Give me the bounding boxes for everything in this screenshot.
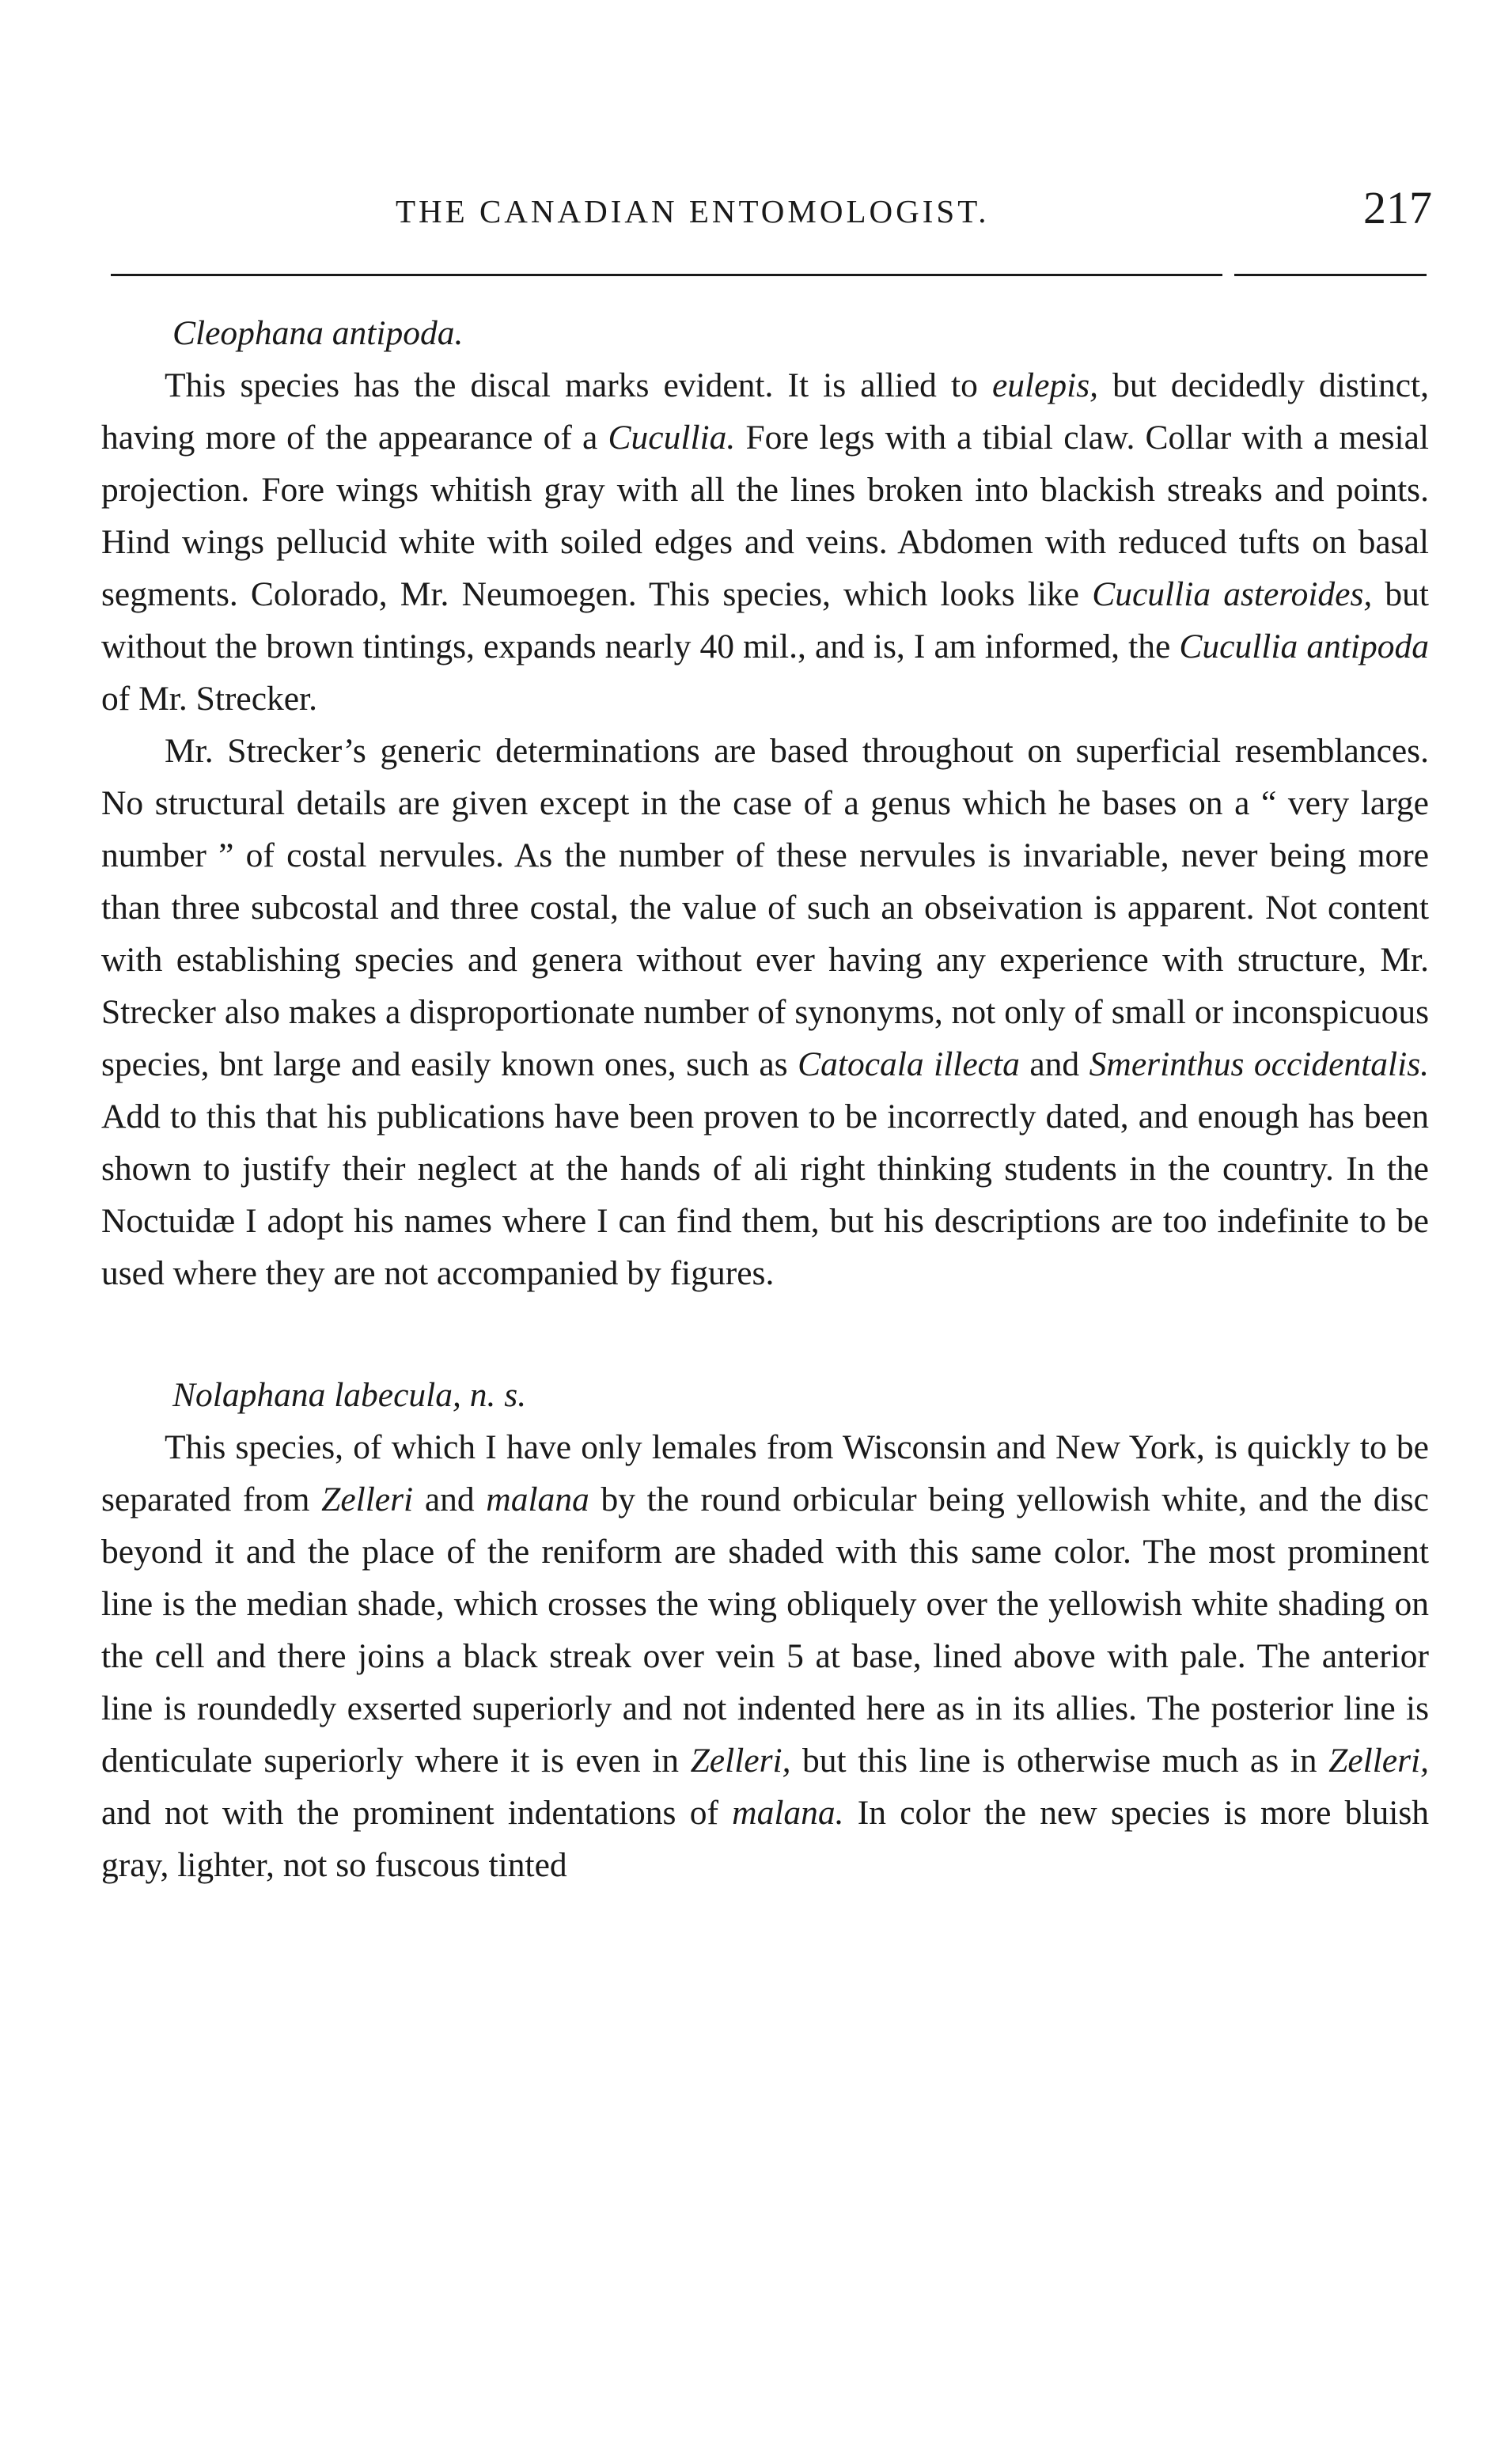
- paragraph: [101, 725, 1429, 1299]
- paragraph: [101, 359, 1429, 725]
- body-text: [101, 307, 1429, 1891]
- italic-term: malana: [486, 1481, 589, 1518]
- text-run: but this line is otherwise much as in: [790, 1742, 1329, 1780]
- header-rule-short: [1234, 274, 1427, 276]
- text-run: but without the brown tintings, expands nearly 40 mil., and is, I am informed, the: [101, 575, 1429, 665]
- page-header: [103, 184, 1432, 239]
- text-run: but decidedly distinct, having more of the appearance of a: [101, 366, 1429, 457]
- text-run: and: [1019, 1045, 1089, 1083]
- text-run: of Mr. Strecker.: [101, 680, 318, 718]
- text-run: by the round orbicular being yellowish white, and the disc beyond it and the place of the reniform are shaded with this same color. The most prominent line is the median shade, which crosses the wing obliquely over the yellowish white shading on the cell and there joins a black streak over vein 5 at base, lined above with pale. The anterior line is roundedly exserted superiorly and not indented here as in its allies. The posterior line is denticulate superiorly where it is even in: [101, 1481, 1429, 1780]
- italic-term: eulepis,: [991, 366, 1099, 404]
- section-heading: Nolaphana labecula, n. s.: [172, 1376, 527, 1414]
- italic-term: Zelleri,: [1328, 1742, 1429, 1780]
- text-run: This species has the discal marks evident. It is allied to: [165, 366, 992, 404]
- italic-term: Cucullia.: [608, 419, 736, 457]
- text-run: Add to this that his publications have been proven to be incorrectly dated, and enough has been shown to justify their neglect at the hands of ali right thinking students in the country. In the Noctuidæ I adopt his names where I can find them, but his descriptions are too indefinite to be used where they are not accompanied by figures.: [101, 1098, 1429, 1292]
- italic-term: malana.: [732, 1794, 844, 1832]
- italic-term: Cucullia asteroides,: [1092, 575, 1373, 613]
- header-rule: [111, 274, 1222, 276]
- section-heading: Cleophana antipoda.: [172, 314, 464, 352]
- text-run: and: [413, 1481, 487, 1518]
- section-spacer: [101, 1299, 1429, 1369]
- italic-term: Smerinthus occidentalis.: [1089, 1045, 1430, 1083]
- running-title: THE CANADIAN ENTOMOLOGIST.: [396, 193, 990, 229]
- text-run: Mr. Strecker’s generic determinations are based throughout on superficial resemblances. No structural details are given except in the case of a genus which he bases on a “ very large number ” of costal nervules. As the number of these nervules is invariable, never being more than three subcostal and three costal, the value of such an obseivation is apparent. Not content with establishing species and genera without ever having any experience with structure, Mr. Strecker also makes a disproportionate number of synonyms, not only of small or inconspicuous species, bnt large and easily known ones, such as: [101, 732, 1429, 1083]
- italic-term: Cucullia antipoda: [1179, 627, 1429, 665]
- text-run: In color the new species is more bluish gray, lighter, not so fuscous tinted: [101, 1794, 1429, 1884]
- text-run: Fore legs with a tibial claw. Collar with a mesial projection. Fore wings whitish gray with all the lines broken into blackish streaks and points. Hind wings pellucid white with soiled edges and veins. Abdomen with reduced tufts on basal segments. Colorado, Mr. Neumoegen. This species, which looks like: [101, 419, 1430, 613]
- text-run: and not with the prominent indentations of: [101, 1794, 733, 1832]
- paragraph: [101, 1421, 1429, 1891]
- page-number: 217: [1363, 182, 1432, 233]
- italic-term: Zelleri: [321, 1481, 414, 1518]
- italic-term: Zelleri,: [690, 1742, 791, 1780]
- text-run: This species, of which I have only lemales from Wisconsin and New York, is quickly to be separated from: [101, 1428, 1429, 1518]
- italic-term: Catocala illecta: [798, 1045, 1020, 1083]
